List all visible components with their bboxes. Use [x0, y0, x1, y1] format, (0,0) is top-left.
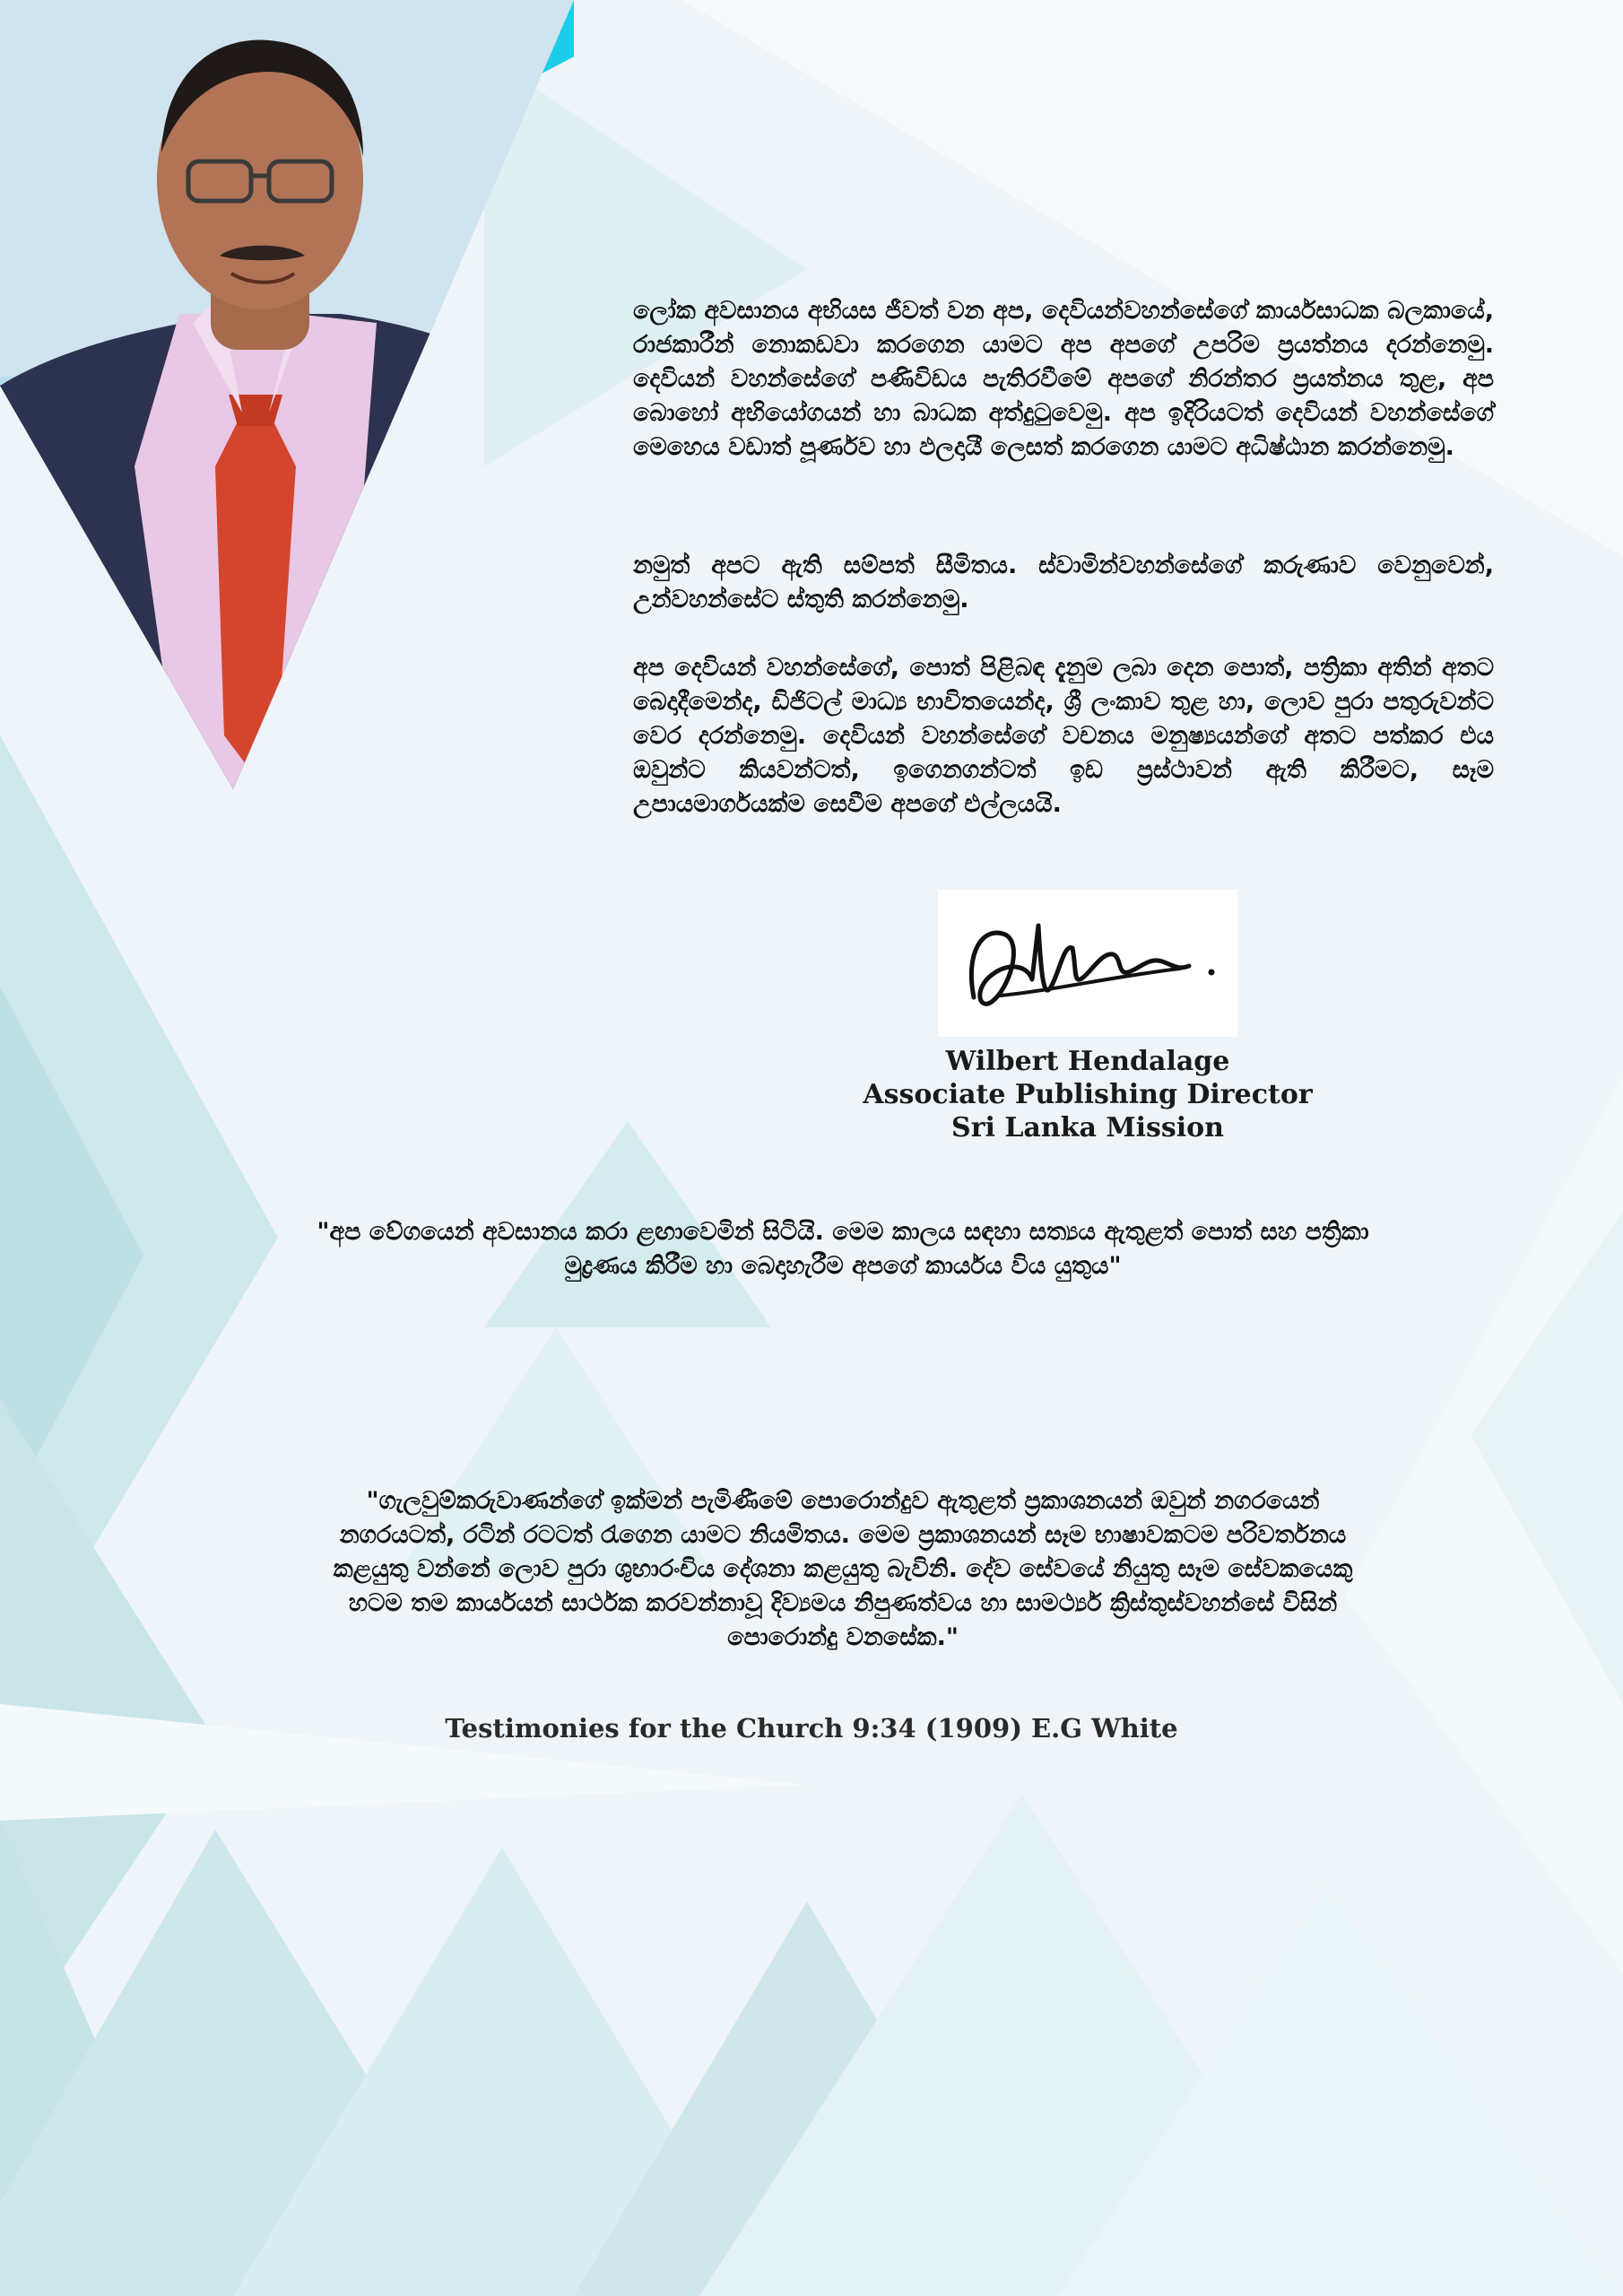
letter-paragraph-3: අප දෙවියන් වහන්සේගේ, පොත් පිළිබඳ දැනුම ලබා දෙන පොත්, පත්‍රිකා අතින් අතට බෙදාදීමෙන්ද, ඩිජිටල් මාධ්‍ය භාවිතයෙන්ද, ශ්‍රී ලංකාව තුළ හා, ලොව පුරා පතුරුවන්ට වෙර දරන්නෙමු. දෙවියන් වහන්සේගේ වචනය මනුෂ්‍යයන්ගේ අතට පත්කර එය ඔවුන්ට කියවන්ටත්, ඉගෙනගන්ටත් ඉඩ ප්‍රස්ථාවන් ඇති කිරීමට, සෑම උපායමාර්ගයක්ම සෙවීම අපගේ එල්ලයයි. — [633, 654, 1494, 818]
quote-2: "ගැලවුම්කරුවාණන්ගේ ඉක්මන් පැමිණීමේ පොරොන්දුව ඇතුළත් ප්‍රකාශනයන් ඔවුන් නගරයෙන් නගරයටත්, රටින් රටටත් රැගෙන යාමට නියමිතය. මෙම ප්‍රකාශනයන් සෑම භාෂාවකටම පරිවර්තනය කළයුතු වන්නේ ලොව පුරා ශුභාරංචිය දේශනා කළයුතු බැවිනි. දේව සේවයේ නියුතු සෑම සේවකයෙකු හටම තම කාර්යයන් සාර්ථක කරවන්නාවූ දිව්‍යමය නිපුණත්වය හා සාමර්ථ්‍ය ක්‍රිස්තුස්වහන්සේ විසින් පොරොන්දු වනසේක." — [333, 1487, 1353, 1651]
signatory-role: Associate Publishing Director — [863, 1079, 1313, 1110]
signatory-name: Wilbert Hendalage — [945, 1046, 1230, 1077]
letter-paragraph-2: නමුත් අපට ඇති සම්පත් සීමිතය. ස්වාමින්වහන්සේගේ කරුණාව වෙනුවෙන්, උන්වහන්සේට ස්තුති කරන්නෙමු. — [633, 552, 1494, 613]
quote-1: "අප වේගයෙන් අවසානය කරා ළඟාවෙමින් සිටියි. මෙම කාලය සඳහා සත්‍යය ඇතුළත් පොත් සහ පත්‍රිකා මුද්‍රණය කිරීම හා බෙදාහැරීම අපගේ කාර්යය විය යුතුය" — [317, 1218, 1369, 1280]
signatory-organization: Sri Lanka Mission — [951, 1112, 1224, 1144]
signature-image — [938, 890, 1237, 1037]
portrait-photo — [0, 0, 574, 789]
letter-paragraph-1: ලෝක අවසානය අභියස ජීවත් වන අප, දෙවියන්වහන්සේගේ කාර්යසාධක බලකායේ, රාජකාරීන් නොකඩවා කරගෙන යාමට අප අපගේ උපරිම ප්‍රයත්නය දරන්නෙමු. දෙවියන් වහන්සේගේ පණිවිඩය පැතිරවීමේ අපගේ නිරන්තර ප්‍රයත්නය තුළ, අප බොහෝ අභියෝගයන් හා බාධක අත්දුටුවෙමු. අප ඉදිරියටත් දෙවියන් වහන්සේගේ මෙහෙය වඩාත් පූර්ණව හා ඵලදායී ලෙසත් කරගෙන යාමට අධිෂ්ඨාන කරන්නෙමු. — [633, 297, 1494, 461]
quote-citation: Testimonies for the Church 9:34 (1909) E.G White — [445, 1713, 1178, 1744]
